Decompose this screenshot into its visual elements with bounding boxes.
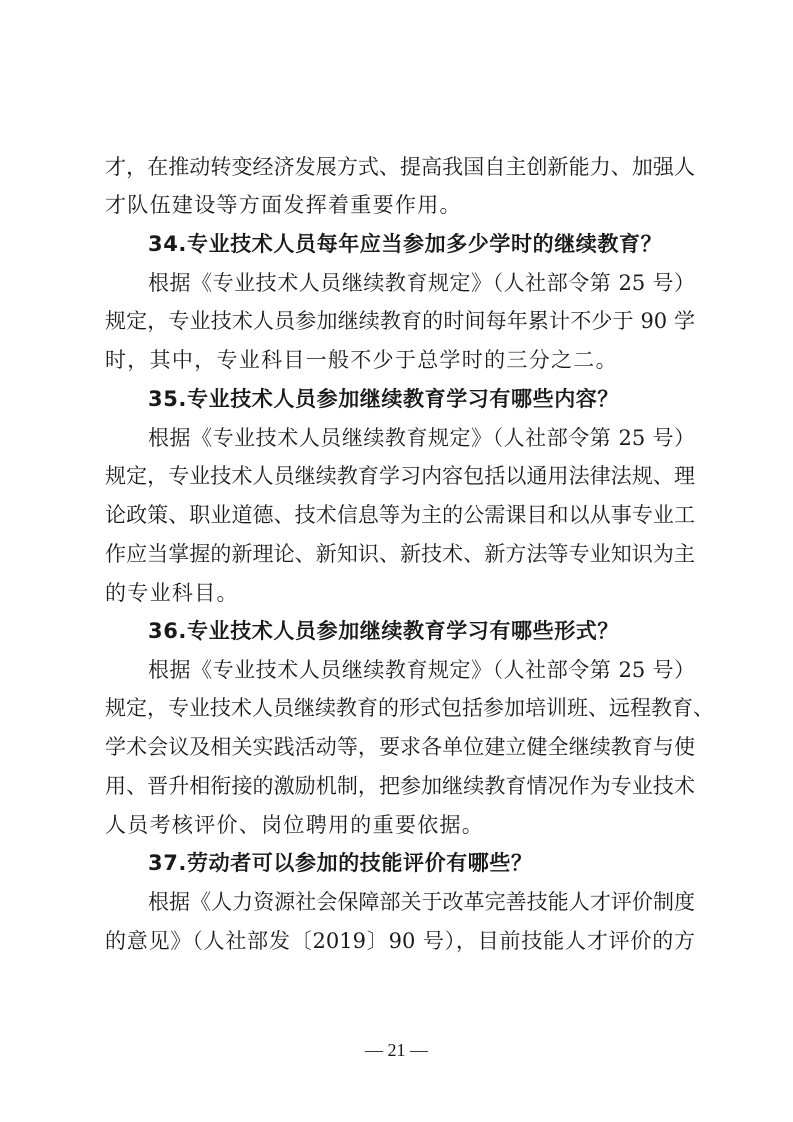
body-text-line: 才队伍建设等方面发挥着重要作用。	[105, 193, 462, 217]
body-text-line: 才，在推动转变经济发展方式、提高我国自主创新能力、加强人	[105, 155, 695, 179]
body-text-line: 时，其中，专业科目一般不少于总学时的三分之二。	[105, 348, 618, 372]
body-text-line: 规定，专业技术人员继续教育的形式包括参加培训班、远程教育、	[105, 696, 714, 720]
body-text-line: 人员考核评价、岗位聘用的重要依据。	[105, 813, 485, 837]
body-text-line: 规定，专业技术人员继续教育学习内容包括以通用法律法规、理	[105, 464, 695, 488]
body-text-line: 根据《人力资源社会保障部关于改革完善技能人才评价制度	[148, 890, 695, 914]
body-text-line: 用、晋升相衔接的激励机制，把参加继续教育情况作为专业技术	[105, 774, 695, 798]
body-text-line: 的意见》（人社部发〔2019〕90 号），目前技能人才评价的方	[105, 929, 695, 953]
body-text-line: 论政策、职业道德、技术信息等为主的公需课目和以从事专业工	[105, 503, 695, 527]
body-text-line: 的专业科目。	[105, 581, 239, 605]
question-heading-37: 37.劳动者可以参加的技能评价有哪些？	[148, 851, 533, 875]
body-text-line: 根据《专业技术人员继续教育规定》（人社部令第 25 号）	[148, 426, 695, 450]
question-heading-35: 35.专业技术人员参加继续教育学习有哪些内容？	[148, 387, 619, 411]
body-text-line: 学术会议及相关实践活动等，要求各单位建立健全继续教育与使	[105, 735, 695, 759]
body-text-line: 根据《专业技术人员继续教育规定》（人社部令第 25 号）	[148, 658, 695, 682]
page-number: — 21 —	[365, 1040, 428, 1060]
question-heading-34: 34.专业技术人员每年应当参加多少学时的继续教育？	[148, 232, 663, 256]
body-text-line: 规定，专业技术人员参加继续教育的时间每年累计不少于 90 学	[105, 309, 695, 333]
body-text-line: 作应当掌握的新理论、新知识、新技术、新方法等专业知识为主	[105, 542, 695, 566]
question-heading-36: 36.专业技术人员参加继续教育学习有哪些形式？	[148, 619, 619, 643]
body-text-line: 根据《专业技术人员继续教育规定》（人社部令第 25 号）	[148, 271, 695, 295]
